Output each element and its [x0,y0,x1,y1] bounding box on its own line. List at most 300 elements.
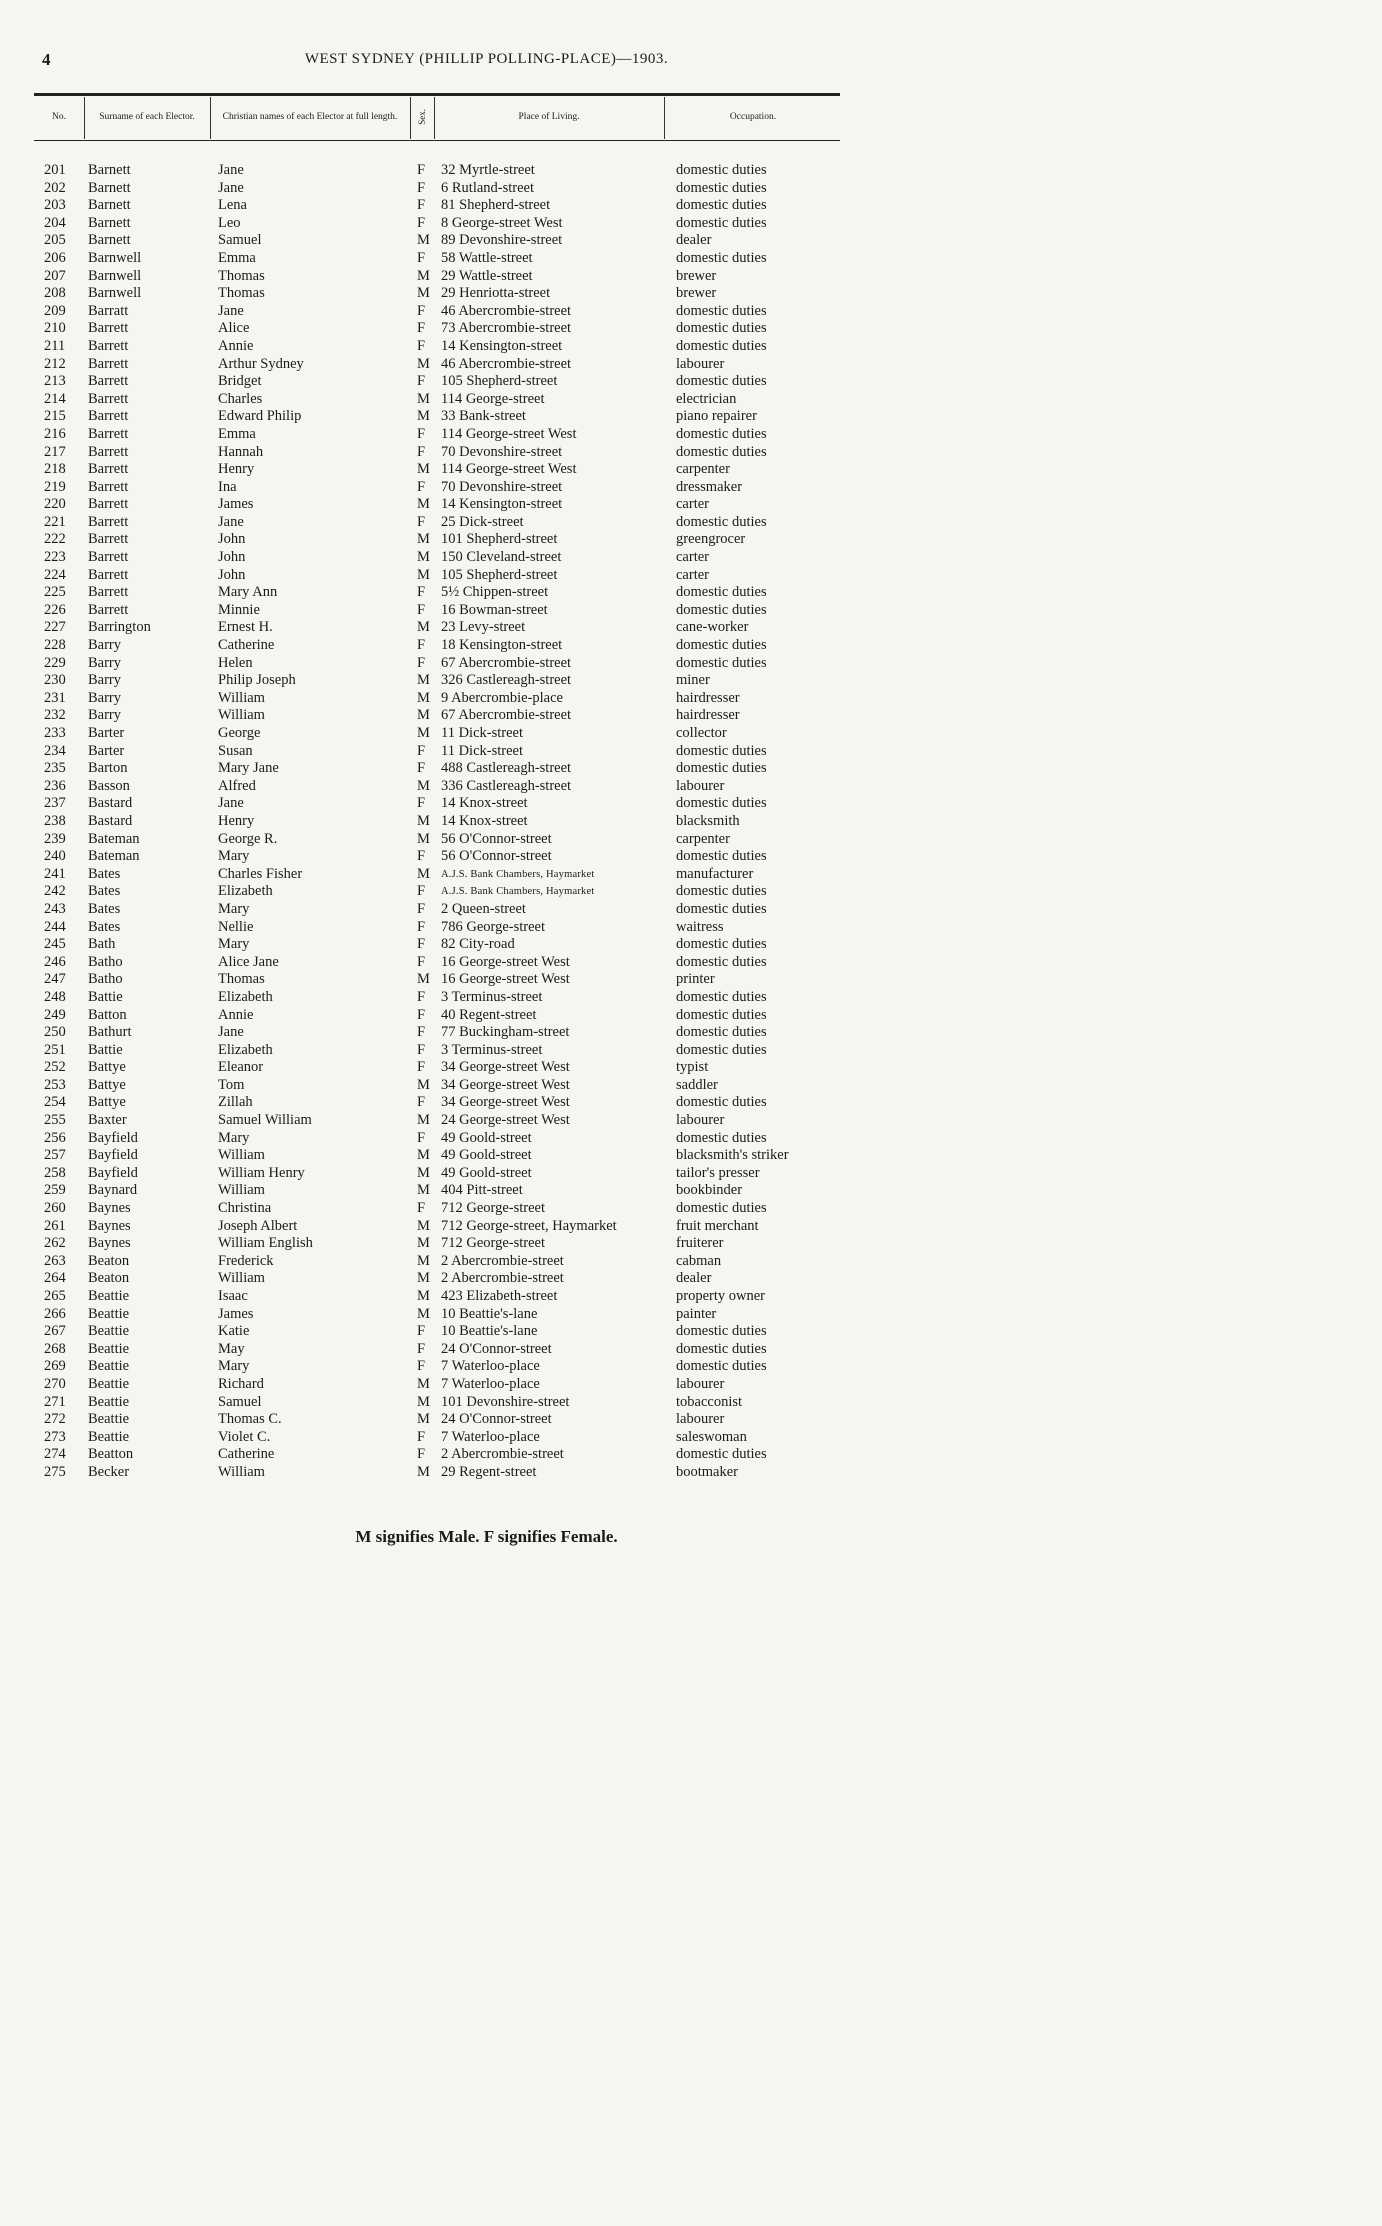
elector-number: 211 [44,337,66,354]
elector-surname: Battye [88,1059,126,1076]
elector-sex: F [417,1200,426,1217]
elector-surname: Bastard [88,795,133,812]
elector-number: 218 [44,461,66,478]
elector-surname: Baynes [88,1235,131,1252]
elector-christian-names: Thomas [218,285,265,302]
elector-christian-names: Christina [218,1200,272,1217]
elector-number: 215 [44,408,66,425]
elector-surname: Bates [88,865,121,882]
table-row [0,531,973,549]
elector-place-of-living: 2 Abercrombie-street [441,1446,564,1463]
elector-place-of-living: 82 City-road [441,936,515,953]
elector-occupation: domestic duties [676,742,767,759]
elector-number: 232 [44,707,66,724]
elector-occupation: domestic duties [676,988,767,1005]
elector-christian-names: Arthur Sydney [218,355,304,372]
elector-number: 221 [44,513,66,530]
elector-occupation: blacksmith [676,812,740,829]
elector-occupation: domestic duties [676,1094,767,1111]
elector-surname: Beattie [88,1411,130,1428]
elector-occupation: printer [676,971,715,988]
elector-number: 247 [44,971,66,988]
elector-occupation: dealer [676,232,712,249]
elector-occupation: domestic duties [676,1340,767,1357]
elector-number: 244 [44,918,66,935]
elector-occupation: cane-worker [676,619,749,636]
elector-surname: Battye [88,1076,126,1093]
table-row [0,1394,973,1412]
elector-occupation: piano repairer [676,408,757,425]
elector-surname: Barrett [88,461,129,478]
elector-christian-names: Susan [218,742,253,759]
table-row [0,831,973,849]
elector-place-of-living: 67 Abercrombie-street [441,654,572,671]
elector-christian-names: William [218,1182,265,1199]
elector-number: 225 [44,584,66,601]
elector-christian-names: Jane [218,1024,244,1041]
elector-number: 265 [44,1288,66,1304]
elector-occupation: hairdresser [676,689,740,706]
elector-surname: Baynes [88,1200,131,1217]
elector-surname: Barrett [88,425,129,442]
elector-sex: M [417,1252,430,1269]
elector-surname: Becker [88,1463,130,1480]
col-header-sex-cell [411,97,433,137]
elector-christian-names: Samuel [218,232,262,249]
table-row [0,989,973,1007]
elector-number: 234 [44,742,66,759]
elector-number: 267 [44,1323,66,1340]
elector-occupation: miner [676,672,710,689]
elector-place-of-living: 32 Myrtle-street [441,162,535,178]
table-row [0,1306,973,1324]
table-row [0,1165,973,1183]
table-row [0,936,973,954]
elector-list [0,162,973,1482]
elector-surname: Barrett [88,496,129,513]
elector-place-of-living: 3 Terminus-street [441,1041,543,1058]
elector-christian-names: John [218,531,246,548]
table-row [0,760,973,778]
elector-sex: M [417,267,430,284]
elector-surname: Battie [88,1041,123,1058]
elector-sex: F [417,637,426,654]
elector-christian-names: Helen [218,654,253,671]
table-row [0,743,973,761]
elector-surname: Beattie [88,1375,130,1392]
table-row [0,848,973,866]
elector-christian-names: Elizabeth [218,883,273,900]
elector-place-of-living: 6 Rutland-street [441,179,535,196]
elector-number: 254 [44,1094,66,1111]
elector-sex: F [417,988,426,1005]
elector-sex: M [417,672,430,689]
elector-christian-names: Nellie [218,918,254,935]
elector-place-of-living: 29 Henriotta-street [441,285,551,302]
elector-number: 227 [44,619,66,636]
table-row [0,567,973,585]
elector-sex: M [417,865,430,882]
elector-christian-names: Jane [218,513,244,530]
elector-occupation: dealer [676,1270,712,1287]
elector-surname: Barratt [88,302,129,319]
elector-number: 272 [44,1411,66,1428]
elector-sex: M [417,1270,430,1287]
table-row [0,901,973,919]
elector-sex: M [417,619,430,636]
table-row [0,584,973,602]
elector-number: 213 [44,373,66,390]
elector-christian-names: William [218,1463,265,1480]
elector-number: 255 [44,1112,66,1129]
elector-sex: F [417,373,426,390]
column-divider [434,97,435,139]
elector-sex: M [417,461,430,478]
elector-occupation: domestic duties [676,953,767,970]
elector-christian-names: Jane [218,302,244,319]
table-row [0,602,973,620]
elector-place-of-living: 56 O'Connor-street [441,848,552,865]
table-row [0,1130,973,1148]
table-row [0,954,973,972]
elector-surname: Bates [88,883,121,900]
elector-christian-names: Ernest H. [218,619,273,636]
elector-sex: M [417,689,430,706]
elector-christian-names: Samuel William [218,1112,312,1129]
elector-occupation: painter [676,1305,717,1322]
elector-surname: Barry [88,672,122,689]
elector-number: 271 [44,1393,66,1410]
elector-number: 258 [44,1164,66,1181]
elector-surname: Batho [88,953,123,970]
elector-christian-names: Annie [218,1006,254,1023]
col-header-surname: Surname of each Elector. [99,111,195,122]
elector-surname: Barton [88,760,128,777]
table-row [0,496,973,514]
elector-number: 237 [44,795,66,812]
elector-christian-names: Annie [218,337,254,354]
elector-christian-names: Charles [218,390,263,407]
elector-sex: M [417,830,430,847]
elector-surname: Beattie [88,1340,130,1357]
elector-number: 273 [44,1428,66,1445]
elector-christian-names: Zillah [218,1094,253,1111]
elector-occupation: waitress [676,918,724,935]
elector-surname: Barrett [88,513,129,530]
elector-surname: Barrett [88,337,129,354]
elector-sex: F [417,742,426,759]
table-row [0,162,973,180]
elector-occupation: property owner [676,1288,765,1304]
elector-occupation: labourer [676,777,725,794]
elector-sex: M [417,408,430,425]
elector-surname: Barrett [88,531,129,548]
table-row [0,619,973,637]
table-row [0,707,973,725]
elector-occupation: domestic duties [676,443,767,460]
elector-surname: Beattie [88,1288,130,1304]
elector-sex: F [417,900,426,917]
elector-surname: Battye [88,1094,126,1111]
elector-number: 212 [44,355,66,372]
elector-sex: F [417,584,426,601]
elector-number: 229 [44,654,66,671]
elector-occupation: hairdresser [676,707,740,724]
elector-sex: F [417,918,426,935]
elector-occupation: blacksmith's striker [676,1147,789,1164]
elector-christian-names: Mary [218,848,250,865]
table-row [0,1024,973,1042]
elector-occupation: electrician [676,390,737,407]
elector-surname: Barrett [88,355,129,372]
elector-place-of-living: 105 Shepherd-street [441,566,558,583]
elector-place-of-living: 18 Kensington-street [441,637,563,654]
elector-occupation: domestic duties [676,1129,767,1146]
elector-occupation: domestic duties [676,1024,767,1041]
elector-christian-names: Henry [218,461,255,478]
elector-surname: Barrett [88,408,129,425]
elector-occupation: fruit merchant [676,1217,759,1234]
elector-christian-names: Alice [218,320,250,337]
elector-place-of-living: A.J.S. Bank Chambers, Haymarket [441,868,595,880]
elector-christian-names: John [218,549,246,566]
elector-christian-names: Minnie [218,601,260,618]
elector-occupation: carter [676,496,709,513]
elector-place-of-living: 326 Castlereagh-street [441,672,572,689]
elector-place-of-living: 34 George-street West [441,1059,570,1076]
elector-surname: Barrett [88,601,129,618]
elector-surname: Barrett [88,566,129,583]
elector-number: 202 [44,179,66,196]
elector-christian-names: William [218,1270,265,1287]
elector-occupation: carpenter [676,830,730,847]
elector-surname: Barrington [88,619,151,636]
table-row [0,426,973,444]
page-title: WEST SYDNEY (PHILLIP POLLING-PLACE)—1903. [304,51,669,67]
table-row [0,778,973,796]
elector-place-of-living: 16 George-street West [441,953,570,970]
elector-sex: F [417,601,426,618]
table-row [0,250,973,268]
elector-sex: F [417,302,426,319]
elector-number: 245 [44,936,66,953]
elector-place-of-living: 14 Knox-street [441,795,528,812]
col-header-sex: Sex. [416,109,427,125]
elector-place-of-living: 5½ Chippen-street [441,584,549,601]
elector-occupation: domestic duties [676,197,767,214]
col-header-no: No. [52,111,66,122]
table-row [0,1007,973,1025]
column-divider [664,97,665,139]
elector-sex: F [417,883,426,900]
elector-surname: Beaton [88,1270,130,1287]
table-row [0,391,973,409]
table-row [0,725,973,743]
table-row [0,655,973,673]
table-row [0,232,973,250]
elector-place-of-living: 423 Elizabeth-street [441,1288,558,1304]
elector-number: 230 [44,672,66,689]
elector-occupation: domestic duties [676,1446,767,1463]
elector-occupation: labourer [676,1112,725,1129]
elector-occupation: tailor's presser [676,1164,760,1181]
elector-occupation: domestic duties [676,601,767,618]
elector-number: 220 [44,496,66,513]
elector-christian-names: Jane [218,179,244,196]
elector-number: 268 [44,1340,66,1357]
elector-place-of-living: 7 Waterloo-place [441,1375,540,1392]
elector-surname: Barter [88,742,125,759]
elector-surname: Bastard [88,812,133,829]
elector-sex: M [417,1305,430,1322]
elector-number: 248 [44,988,66,1005]
elector-place-of-living: 11 Dick-street [441,742,524,759]
elector-surname: Bayfield [88,1164,138,1181]
elector-surname: Barter [88,725,125,741]
elector-occupation: domestic duties [676,513,767,530]
elector-sex: F [417,179,426,196]
elector-christian-names: Charles Fisher [218,865,303,882]
elector-christian-names: Joseph Albert [218,1217,298,1234]
elector-number: 263 [44,1252,66,1269]
elector-place-of-living: 2 Abercrombie-street [441,1252,564,1269]
elector-place-of-living: 70 Devonshire-street [441,443,563,460]
elector-sex: F [417,337,426,354]
elector-sex: F [417,320,426,337]
elector-christian-names: Catherine [218,1446,275,1463]
elector-place-of-living: 46 Abercrombie-street [441,355,572,372]
elector-sex: F [417,760,426,777]
elector-surname: Baynes [88,1217,131,1234]
elector-christian-names: Hannah [218,443,264,460]
elector-christian-names: Henry [218,812,255,829]
elector-sex: M [417,1463,430,1480]
elector-surname: Barrett [88,373,129,390]
elector-place-of-living: 14 Knox-street [441,812,528,829]
elector-place-of-living: 73 Abercrombie-street [441,320,572,337]
elector-place-of-living: 712 George-street [441,1235,546,1252]
elector-occupation: domestic duties [676,425,767,442]
elector-sex: F [417,425,426,442]
elector-occupation: labourer [676,1375,725,1392]
elector-sex: F [417,443,426,460]
col-header-occupation: Occupation. [729,111,777,122]
table-row [0,883,973,901]
elector-christian-names: Emma [218,249,256,266]
elector-place-of-living: 46 Abercrombie-street [441,302,572,319]
elector-place-of-living: 67 Abercrombie-street [441,707,572,724]
elector-christian-names: Bridget [218,373,262,390]
table-header-rule [34,140,840,141]
elector-sex: M [417,1375,430,1392]
elector-place-of-living: 101 Devonshire-street [441,1393,570,1410]
elector-christian-names: Ina [218,478,237,495]
elector-surname: Barnwell [88,285,142,302]
table-row [0,1200,973,1218]
table-row [0,1323,973,1341]
elector-number: 274 [44,1446,66,1463]
elector-occupation: manufacturer [676,865,754,882]
elector-number: 259 [44,1182,66,1199]
elector-number: 205 [44,232,66,249]
elector-number: 201 [44,162,66,178]
elector-place-of-living: 24 O'Connor-street [441,1411,552,1428]
table-row [0,303,973,321]
elector-number: 264 [44,1270,66,1287]
elector-occupation: typist [676,1059,709,1076]
elector-place-of-living: 2 Abercrombie-street [441,1270,564,1287]
elector-place-of-living: 24 O'Connor-street [441,1340,552,1357]
elector-place-of-living: 14 Kensington-street [441,337,563,354]
elector-christian-names: Alfred [218,777,256,794]
elector-occupation: bootmaker [676,1463,739,1480]
elector-place-of-living: 49 Goold-street [441,1164,532,1181]
elector-number: 269 [44,1358,66,1375]
elector-sex: M [417,725,430,741]
table-row [0,690,973,708]
elector-christian-names: Thomas [218,971,265,988]
elector-christian-names: William English [218,1235,313,1252]
elector-christian-names: Catherine [218,637,275,654]
elector-surname: Bath [88,936,116,953]
elector-number: 239 [44,830,66,847]
elector-place-of-living: 29 Wattle-street [441,267,533,284]
elector-occupation: domestic duties [676,900,767,917]
elector-number: 222 [44,531,66,548]
elector-christian-names: Thomas C. [218,1411,282,1428]
elector-christian-names: William [218,689,265,706]
elector-sex: F [417,1094,426,1111]
elector-occupation: domestic duties [676,584,767,601]
elector-surname: Batho [88,971,123,988]
elector-occupation: bookbinder [676,1182,743,1199]
elector-place-of-living: 34 George-street West [441,1076,570,1093]
elector-christian-names: Thomas [218,267,265,284]
elector-surname: Barnwell [88,267,142,284]
elector-surname: Barrett [88,443,129,460]
table-row [0,514,973,532]
elector-place-of-living: 34 George-street West [441,1094,570,1111]
elector-christian-names: Elizabeth [218,988,273,1005]
elector-number: 233 [44,725,66,741]
elector-place-of-living: 150 Cleveland-street [441,549,562,566]
elector-sex: M [417,1411,430,1428]
elector-christian-names: Mary Jane [218,760,279,777]
elector-occupation: domestic duties [676,883,767,900]
elector-occupation: domestic duties [676,760,767,777]
table-row [0,1411,973,1429]
elector-sex: F [417,1446,426,1463]
elector-occupation: labourer [676,1411,725,1428]
table-row [0,1077,973,1095]
elector-occupation: domestic duties [676,848,767,865]
elector-number: 262 [44,1235,66,1252]
elector-sex: M [417,777,430,794]
elector-christian-names: Mary [218,1129,250,1146]
elector-place-of-living: 9 Abercrombie-place [441,689,563,706]
col-header-place: Place of Living. [518,111,580,122]
elector-occupation: carter [676,566,709,583]
elector-place-of-living: 49 Goold-street [441,1129,532,1146]
elector-sex: F [417,478,426,495]
elector-number: 260 [44,1200,66,1217]
table-row [0,1358,973,1376]
elector-occupation: saleswoman [676,1428,747,1445]
elector-number: 253 [44,1076,66,1093]
elector-christian-names: William [218,1147,265,1164]
elector-surname: Barnett [88,162,131,178]
elector-occupation: domestic duties [676,1041,767,1058]
